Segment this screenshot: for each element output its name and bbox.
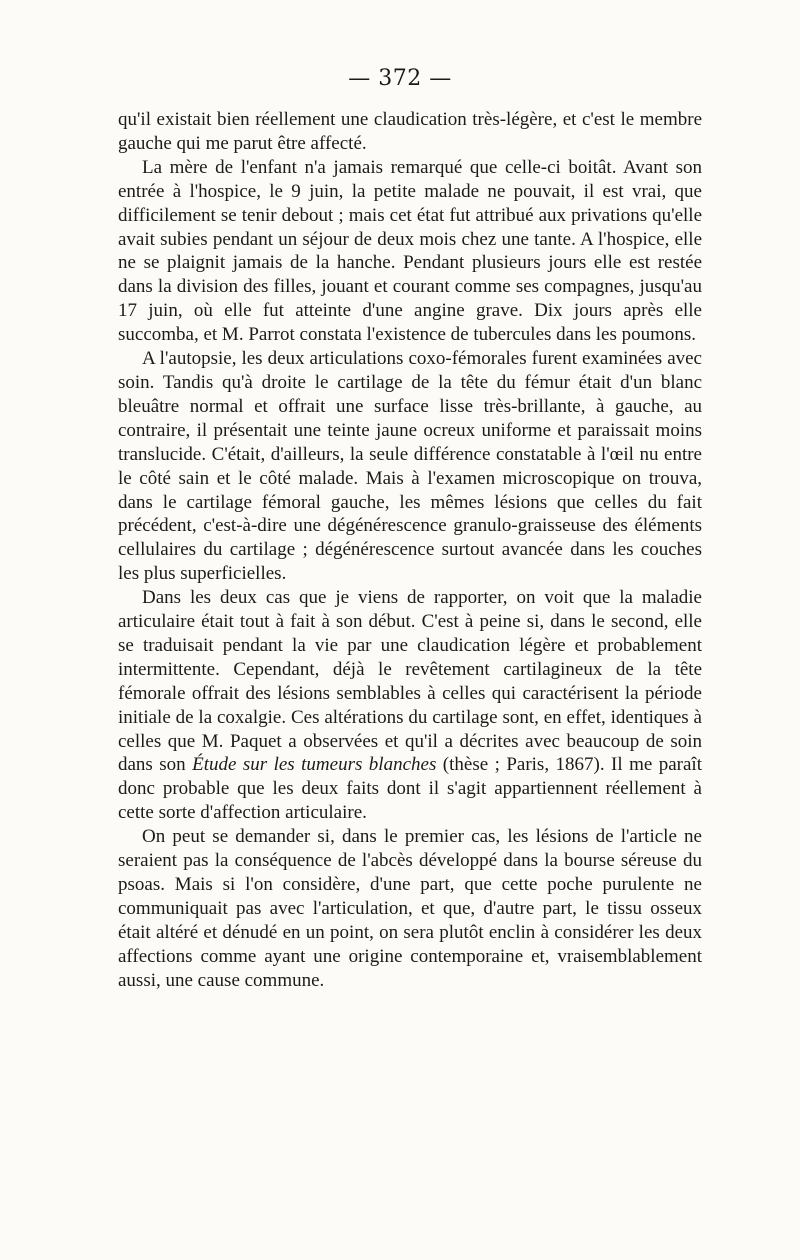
body-text	[118, 108, 702, 993]
paragraph-1: qu'il existait bien réellement une claudication très-légère, et c'est le membre gauche qui me parut être affecté.	[118, 109, 702, 154]
paragraph-3: A l'autopsie, les deux articulations coxo-fémorales furent examinées avec soin. Tandis qu'à droite le cartilage de la tête du fémur était d'un blanc bleuâtre normal et offrait une surface lisse très-brillante, à gauche, au contraire, il présentait une teinte jaune ocreux uniforme et paraissait moins translucide. C'était, d'ailleurs, la seule différence constatable à l'œil nu entre le côté sain et le côté malade. Mais à l'examen microscopique on trouva, dans le cartilage fémoral gauche, les mêmes lésions que celles du fait précédent, c'est-à-dire une dégénérescence granulo-graisseuse des éléments cellulaires du cartilage ; dégénérescence surtout avancée dans les couches les plus superficielles.	[118, 348, 702, 585]
paragraph-4	[118, 586, 702, 825]
paragraph-4-cited-title: Étude sur les tumeurs blanches	[192, 754, 437, 776]
page-number: — 372 —	[348, 66, 452, 91]
paragraph-4-text-after: (thèse ; Paris, 1867). Il me paraît donc probable que les deux faits dont il s'agit appartiennent réellement à cette sorte d'affection articulaire.	[118, 754, 702, 824]
paragraph-5: On peut se demander si, dans le premier cas, les lésions de l'article ne seraient pas la conséquence de l'abcès développé dans la bourse séreuse du psoas. Mais si l'on considère, d'une part, que cette poche purulente ne communiquait pas avec l'articulation, et que, d'autre part, le tissu osseux était altéré et dénudé en un point, on sera plutôt enclin à considérer les deux affections comme ayant une origine contemporaine et, vraisemblablement aussi, une cause commune.	[118, 826, 702, 991]
paragraph-2: La mère de l'enfant n'a jamais remarqué que celle-ci boitât. Avant son entrée à l'hospice, le 9 juin, la petite malade ne pouvait, il est vrai, que difficilement se tenir debout ; mais cet état fut attribué aux privations qu'elle avait subies pendant un séjour de deux mois chez une tante. A l'hospice, elle ne se plaignit jamais de la hanche. Pendant plusieurs jours elle est restée dans la division des filles, jouant et courant comme ses compagnes, jusqu'au 17 juin, où elle fut atteinte d'une angine grave. Dix jours après elle succomba, et M. Parrot constata l'existence de tubercules dans les poumons.	[118, 156, 702, 346]
paragraph-4-text-before: Dans les deux cas que je viens de rapporter, on voit que la maladie articulaire était tout à fait à son début. C'est à peine si, dans le second, elle se traduisait pendant la vie par une claudication légère et probablement intermittente. Cependant, déjà le revêtement cartilagineux de la tête fémorale offrait des lésions semblables à celles qui caractérisent la période initiale de la coxalgie. Ces altérations du cartilage sont, en effet, identiques à celles que M. Paquet a observées et qu'il a décrites avec beaucoup de soin dans son	[118, 587, 702, 776]
